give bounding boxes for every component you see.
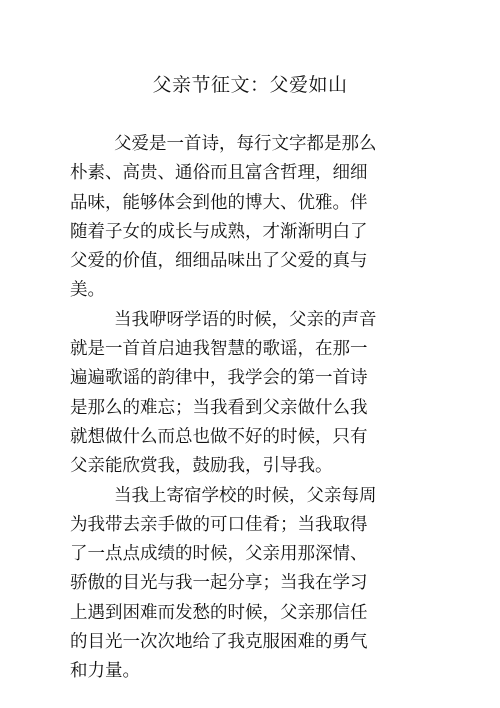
paragraph-line: 当我上寄宿学校的时候，父亲每周	[114, 485, 377, 506]
paragraph-line: 随着子女的成长与成熟，才渐渐明白了	[70, 221, 368, 242]
paragraph-line: 遍遍歌谣的韵律中，我学会的第一首诗	[70, 368, 368, 389]
paragraph-line: 美。	[70, 280, 105, 301]
paragraph-line: 品味，能够体会到他的博大、优雅。伴	[70, 192, 368, 213]
paragraph-line: 骄傲的目光与我一起分享；当我在学习	[70, 573, 368, 594]
paragraph-line: 为我带去亲手做的可口佳肴；当我取得	[70, 514, 368, 535]
paragraph-line: 朴素、高贵、通俗而且富含哲理，细细	[70, 163, 368, 184]
paragraph-line: 了一点点成绩的时候，父亲用那深情、	[70, 544, 368, 565]
article-body	[70, 130, 430, 687]
paragraph-line: 就想做什么而总也做不好的时候，只有	[70, 426, 368, 447]
paragraph-line: 和力量。	[70, 661, 140, 682]
paragraph-line: 上遇到困难而发愁的时候，父亲那信任	[70, 602, 368, 623]
paragraph-line: 的目光一次次地给了我克服困难的勇气	[70, 632, 368, 653]
paragraph-line: 父爱是一首诗，每行文字都是那么	[114, 134, 377, 154]
paragraph-line: 当我咿呀学语的时候，父亲的声音	[114, 309, 377, 330]
paragraph-line: 父爱的价值，细细品味出了父爱的真与	[70, 251, 368, 272]
page-title: 父亲节征文：父爱如山	[152, 74, 348, 96]
paragraph-line: 是那么的难忘；当我看到父亲做什么我	[70, 397, 368, 418]
paragraph-line: 父亲能欣赏我，鼓励我，引导我。	[70, 456, 333, 477]
paragraph-line: 就是一首首启迪我智慧的歌谣，在那一	[70, 339, 368, 360]
